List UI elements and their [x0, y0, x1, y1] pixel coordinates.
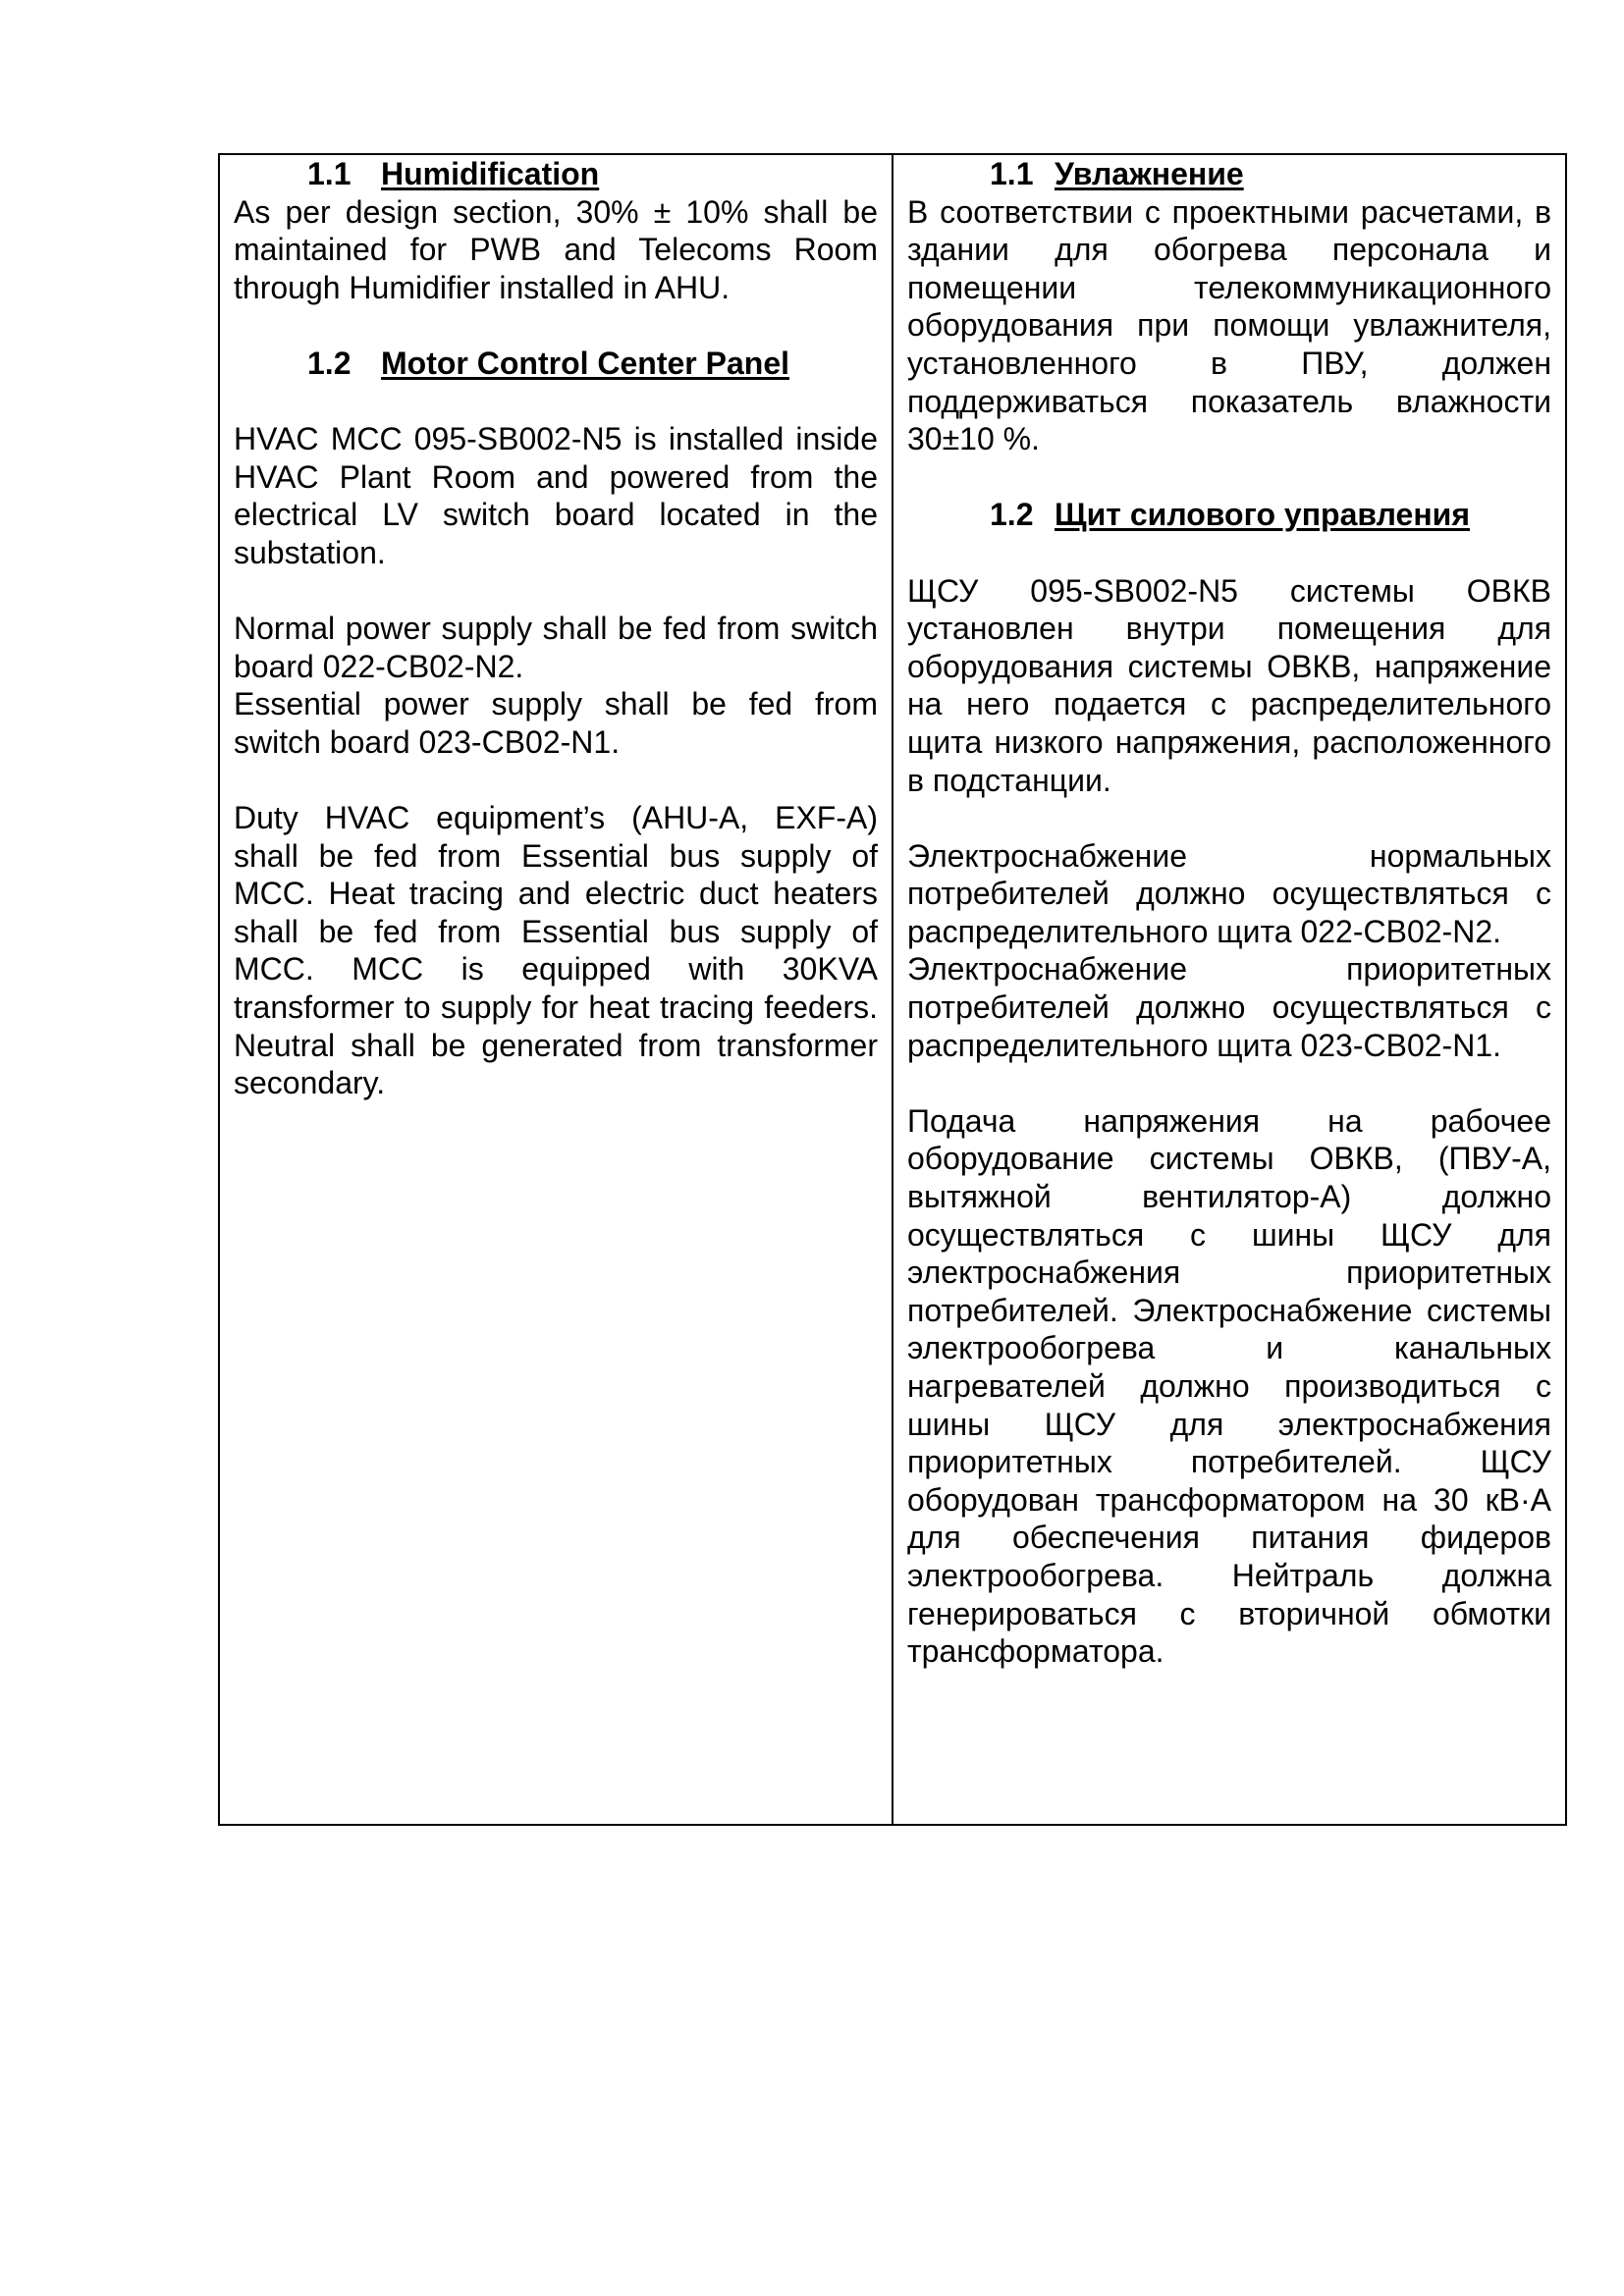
section-title: Humidification — [381, 156, 600, 191]
duty-equipment-paragraph-ru: Подача напряжения на рабочее оборудование системы ОВКВ, (ПВУ-А, вытяжной вентилятор-А) должно осуществляться с шины ЩСУ для электроснабжения приоритетных потребителей. Электроснабжение системы электрообогрева и канальных нагревателей должно производиться с шины ЩСУ для электроснабжения приоритетных потребителей. ЩСУ оборудован трансформатором на 30 кВ·А для обеспечения питания фидеров электрообогрева. Нейтраль должна генерироваться с вторичной обмотки трансформатора. — [907, 1102, 1551, 1670]
essential-supply-paragraph: Essential power supply shall be fed from switch board 023-CB02-N1. — [234, 686, 878, 760]
russian-column — [893, 154, 1566, 1825]
section-title: Увлажнение — [1055, 156, 1244, 191]
essential-supply-paragraph-ru: Электроснабжение приоритетных потребителей должно осуществляться с распределительного щита 023-CB02-N1. — [907, 951, 1551, 1063]
table-row — [219, 154, 1566, 1825]
section-heading-humidification — [234, 155, 878, 193]
section-title: Motor Control Center Panel — [381, 345, 790, 381]
mcc-paragraph: HVAC MCC 095-SB002-N5 is installed inside HVAC Plant Room and powered from the electrical LV switch board located in the substation. — [234, 421, 878, 570]
section-title: Щит силового управления — [1055, 497, 1470, 533]
uvlazhnenie-text: В соответствии с проектными расчетами, в здании для обогрева персонала и помещении телекоммуникационного оборудования при помощи увлажнителя, установленного в ПВУ, должен поддерживаться показатель влажности 30±10 %. — [907, 193, 1551, 457]
bilingual-table — [218, 153, 1567, 1826]
normal-supply-paragraph: Normal power supply shall be fed from switch board 022-CB02-N2. — [234, 611, 878, 684]
shchsu-paragraph: ЩСУ 095-SB002-N5 системы ОВКВ установлен внутри помещения для оборудования системы ОВКВ, напряжение на него подается с распределительного щита низкого напряжения, расположенного в подстанции. — [907, 572, 1551, 798]
humidification-text: As per design section, 30% ± 10% shall be maintained for PWB and Telecoms Room through Humidifier installed in AHU. — [234, 193, 878, 305]
section-number: 1.1 — [990, 156, 1034, 191]
section-heading-mcc-panel — [234, 345, 878, 383]
section-number: 1.2 — [307, 345, 352, 381]
section-number: 1.2 — [990, 497, 1034, 533]
section-heading-shchit — [907, 496, 1551, 534]
section-heading-uvlazhnenie — [907, 155, 1551, 193]
duty-equipment-paragraph: Duty HVAC equipment’s (AHU-A, EXF-A) shall be fed from Essential bus supply of MCC. Heat tracing and electric duct heaters shall be fed from Essential bus supply of MCC. MCC is equipped with 30KVA transformer to supply for heat tracing feeders. Neutral shall be generated from transformer secondary. — [234, 800, 878, 1101]
english-column — [219, 154, 893, 1825]
section-number: 1.1 — [307, 156, 352, 191]
normal-supply-paragraph-ru: Электроснабжение нормальных потребителей должно осуществляться с распределительного щита 022-CB02-N2. — [907, 837, 1551, 949]
